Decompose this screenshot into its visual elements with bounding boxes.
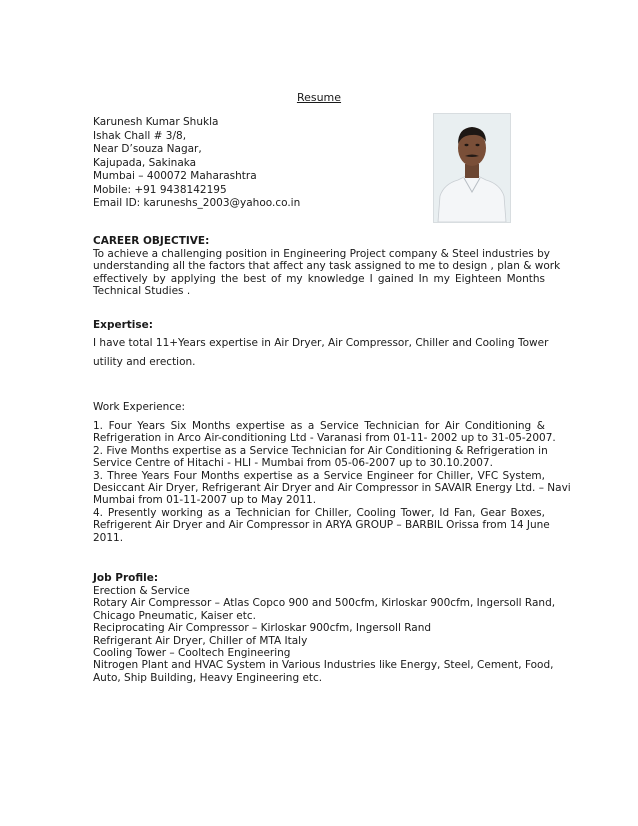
text-line: Refrigeration in Arco Air-conditioning Ltd - Varanasi from 01-11- 2002 up to 31-05-2007.: [93, 432, 556, 445]
text-line: Refrigerent Air Dryer and Air Compressor in ARYA GROUP – BARBIL Orissa from 14 June: [93, 519, 550, 532]
job-profile-text: [93, 585, 556, 684]
text-line: 1. Four Years Six Months expertise as a Service Technician for Air Conditioning &: [93, 420, 545, 432]
text-line: Reciprocating Air Compressor – Kirloskar 900cfm, Ingersoll Rand: [93, 622, 432, 635]
text-line: 4. Presently working as a Technician for Chiller, Cooling Tower, Id Fan, Gear Boxes,: [93, 506, 545, 519]
person-portrait-icon: [434, 114, 510, 222]
contact-mobile: Mobile: +91 9438142195: [93, 183, 227, 196]
text-line: understanding all the factors that affect any task assigned to me to design , plan & work: [93, 260, 561, 273]
contact-block: [93, 116, 413, 211]
text-line: 2. Five Months expertise as a Service Technician for Air Conditioning & Refrigeration in: [93, 444, 548, 457]
expertise-heading: Expertise:: [93, 319, 153, 331]
page-title: Resume: [296, 91, 342, 104]
text-line: Auto, Ship Building, Heavy Engineering etc.: [93, 671, 323, 684]
text-line: Rotary Air Compressor – Atlas Copco 900 and 500cfm, Kirloskar 900cfm, Ingersoll Rand,: [93, 597, 556, 610]
text-line: Erection & Service: [93, 585, 190, 597]
text-line: 2011.: [93, 531, 124, 544]
text-line: Refrigerant Air Dryer, Chiller of MTA Italy: [93, 634, 308, 647]
expertise-text: [93, 337, 549, 375]
text-line: Chicago Pneumatic, Kaiser etc.: [93, 609, 256, 622]
text-line: Desiccant Air Dryer, Refrigerant Air Dryer and Air Compressor in SAVAIR Energy Ltd. – Navi: [93, 481, 571, 494]
contact-address-line: Mumbai – 400072 Maharashtra: [93, 170, 257, 182]
contact-address-line: Near D’souza Nagar,: [93, 143, 202, 155]
career-objective-heading: CAREER OBJECTIVE:: [93, 235, 210, 247]
contact-email: Email ID: karuneshs_2003@yahoo.co.in: [93, 197, 301, 209]
contact-name: Karunesh Kumar Shukla: [93, 116, 219, 128]
text-line: 3. Three Years Four Months expertise as a Service Engineer for Chiller, VFC System,: [93, 469, 545, 482]
contact-address-line: Kajupada, Sakinaka: [93, 156, 197, 169]
work-experience-text: [93, 420, 571, 544]
text-line: effectively by applying the best of my knowledge I gained In my Eighteen Months: [93, 272, 545, 285]
career-objective-text: [93, 248, 561, 298]
text-line: I have total 11+Years expertise in Air Dryer, Air Compressor, Chiller and Cooling Tower: [93, 337, 549, 349]
text-line: utility and erection.: [93, 356, 196, 368]
text-line: Technical Studies .: [93, 285, 191, 298]
profile-photo: [433, 113, 511, 223]
job-profile-heading: Job Profile:: [93, 572, 159, 584]
text-line: Nitrogen Plant and HVAC System in Various Industries like Energy, Steel, Cement, Food,: [93, 659, 554, 672]
text-line: To achieve a challenging position in Engineering Project company & Steel industries by: [93, 248, 550, 260]
text-line: Cooling Tower – Cooltech Engineering: [93, 646, 291, 659]
text-line: Mumbai from 01-11-2007 up to May 2011.: [93, 494, 317, 507]
contact-address-line: Ishak Chall # 3/8,: [93, 129, 187, 142]
work-experience-heading: Work Experience:: [93, 401, 186, 413]
text-line: Service Centre of Hitachi - HLI - Mumbai from 05-06-2007 up to 30.10.2007.: [93, 457, 493, 470]
